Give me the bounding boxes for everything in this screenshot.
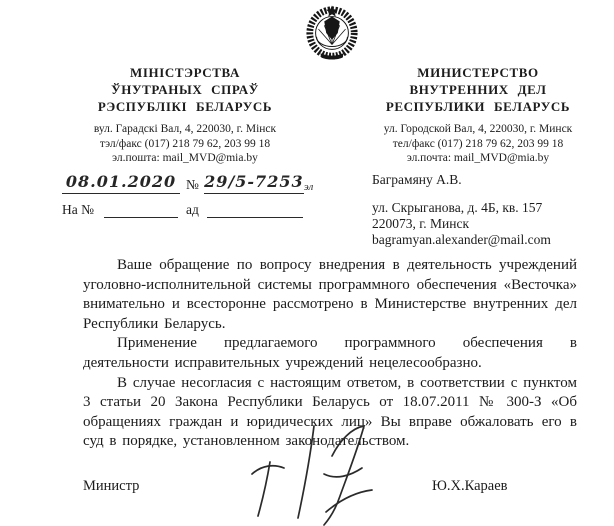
body-paragraph: В случае несогласия с настоящим ответом, в соответствии с пунктом 3 статьи 20 Закона Республики Беларусь от 18.07.2011 № 300-З «Об обращениях граждан и юридических лиц» Вы вправе обжаловать его в суд в порядке, установленном законодательством.	[83, 374, 577, 450]
ministry-address-ru-line: тел/факс (017) 218 79 62, 203 99 18	[392, 137, 564, 150]
body-paragraph: Применение предлагаемого программного обеспечения в деятельности исправительных учреждений нецелесообразно.	[83, 335, 577, 371]
ministry-title-ru-line: МИНИСТЕРСТВО	[417, 65, 539, 80]
reply-prefix-label: На №	[62, 202, 94, 217]
ministry-title-by-line: РЭСПУБЛІКІ БЕЛАРУСЬ	[97, 99, 273, 114]
ministry-header-russian	[352, 64, 604, 166]
addressee-street: ул. Скрыганова, д. 4Б, кв. 157	[372, 200, 543, 215]
outgoing-number-handwritten: 29/5-7253	[204, 172, 304, 191]
ministry-title-by-line: МІНІСТЭРСТВА	[130, 65, 240, 80]
ministry-title-ru-line: РЕСПУБЛИКИ БЕЛАРУСЬ	[385, 99, 571, 114]
ministry-address-by-line: вул. Гарадскі Вал, 4, 220030, г. Мінск	[93, 123, 277, 135]
minister-name: Ю.Х.Караев	[432, 478, 508, 494]
reply-number-blank	[104, 203, 178, 218]
number-sign: №	[186, 177, 199, 192]
ministry-email-by: эл.пошта: mail_MVD@mia.by	[112, 152, 258, 164]
incoming-reference-line	[62, 198, 342, 218]
ministry-address-ru-line: ул. Городской Вал, 4, 220030, г. Минск	[383, 123, 573, 135]
reply-middle-label: ад	[186, 202, 199, 217]
addressee-block	[372, 172, 597, 248]
ministry-header-belarusian	[58, 64, 312, 166]
addressee-city: 220073, г. Минск	[372, 216, 470, 231]
ministry-address-by-line: тэл/факс (017) 218 79 62, 203 99 18	[99, 137, 271, 150]
minister-title: Министр	[83, 478, 140, 494]
outgoing-reference-line	[62, 170, 342, 194]
body-paragraph: Ваше обращение по вопросу внедрения в деятельность учреждений уголовно-исполнительной системы программного обеспечения «Весточка» внимательно и всесторонне рассмотрено в Министерстве внутренних дел Республики Беларусь.	[83, 257, 577, 332]
reply-date-blank	[207, 203, 303, 218]
ministry-title-ru-line: ВНУТРЕННИХ ДЕЛ	[409, 82, 547, 97]
ministry-title-by-line: ЎНУТРАНЫХ СПРАЎ	[111, 82, 259, 97]
signature-scribble	[240, 418, 390, 526]
belarus-state-emblem-icon	[303, 4, 361, 60]
addressee-name: Баграмяну А.В.	[372, 172, 462, 187]
outgoing-number-suffix: эл	[303, 181, 314, 193]
outgoing-date-handwritten: 08.01.2020	[65, 172, 177, 191]
reference-block	[62, 170, 342, 218]
addressee-email: bagramyan.alexander@mail.com	[372, 232, 551, 247]
ministry-email-ru: эл.почта: mail_MVD@mia.by	[406, 152, 550, 164]
